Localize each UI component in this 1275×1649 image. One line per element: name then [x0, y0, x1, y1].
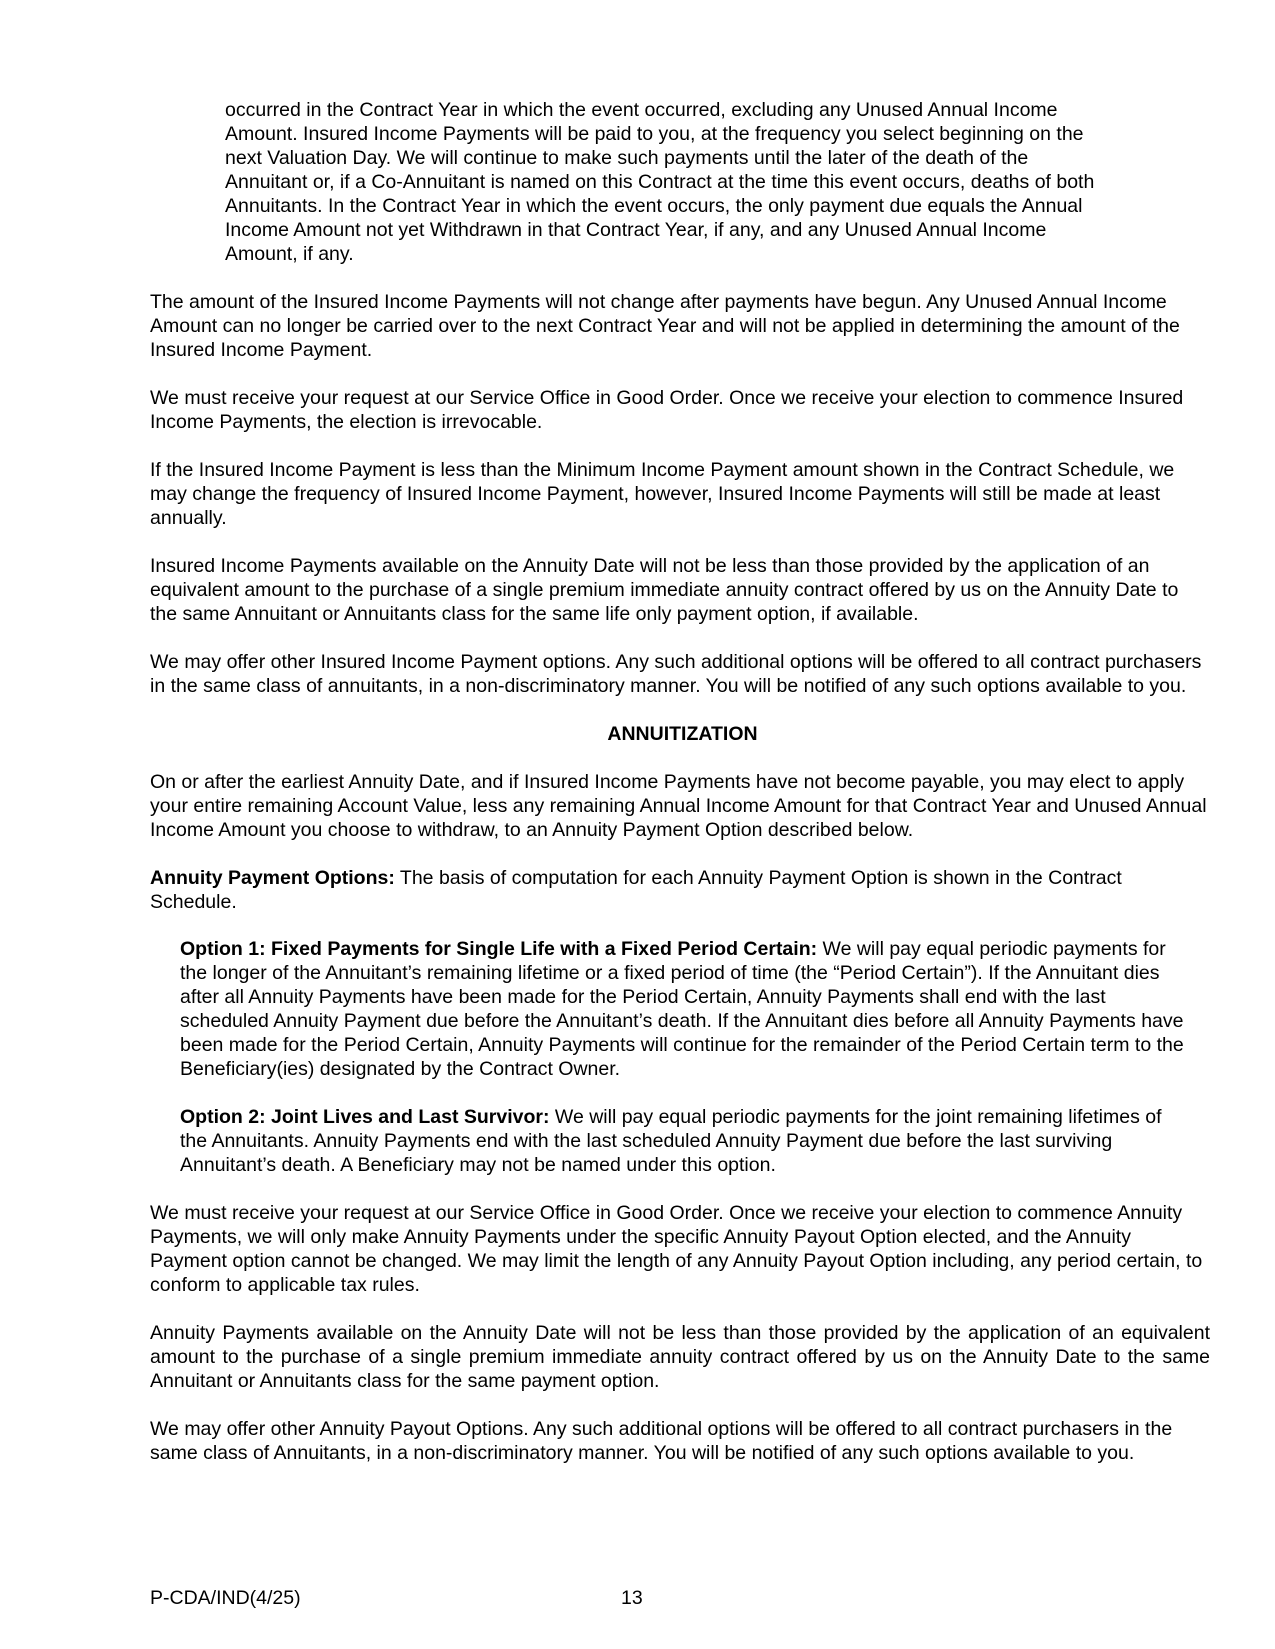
continuation-paragraph: occurred in the Contract Year in which the event occurred, excluding any Unused Annual Income Amount. Insured Income Payments will be paid to you, at the frequency you select beginning on the next Valuation Day. We will continue to make such payments until the later of the death of the Annuitant or, if a Co-Annuitant is named on this Contract at the time this event occurs, deaths of both Annuitants. In the Contract Year in which the event occurs, the only payment due equals the Annual Income Amount not yet Withdrawn in that Contract Year, if any, and any Unused Annual Income Amount, if any. [225, 99, 1095, 265]
option-1-label: Option 1: Fixed Payments for Single Life with a Fixed Period Certain: [180, 938, 818, 960]
paragraph-annuity-payment-options [150, 866, 1210, 914]
section-title-annuitization: ANNUITIZATION [607, 723, 758, 745]
option-1-paragraph [150, 937, 1210, 1081]
page-footer [150, 1586, 1210, 1610]
paragraph-annuity-request: We must receive your request at our Service Office in Good Order. Once we receive your election to commence Annuity Payments, we will only make Annuity Payments under the specific Annuity Payout Option elected, and the Annuity Payment option cannot be changed. We may limit the length of any Annuity Payout Option including, any period certain, to conform to applicable tax rules. [150, 1202, 1203, 1296]
paragraph-service-office-request: We must receive your request at our Service Office in Good Order. Once we receive your election to commence Insured Income Payments, the election is irrevocable. [150, 387, 1184, 433]
payment-options-label: Annuity Payment Options: [150, 867, 395, 889]
option-2-text: We will pay equal periodic payments for the joint remaining lifetimes of the Annuitants. Annuity Payments end with the last scheduled Annuity Payment due before the last surviving Annuitant’s death. A Beneficiary may not be named under this option. [180, 1106, 1162, 1176]
paragraph-other-payout-options: We may offer other Annuity Payout Options. Any such additional options will be offered to all contract purchasers in the same class of Annuitants, in a non-discriminatory manner. You will be notified of any such options available to you. [150, 1418, 1173, 1464]
paragraph-annuity-guarantee: Annuity Payments available on the Annuity Date will not be less than those provided by the application of an equivalent amount to the purchase of a single premium immediate annuity contract offered by us on the Annuity Date to the same Annuitant or Annuitants class for the same payment option. [150, 1322, 1210, 1392]
payment-options-text: The basis of computation for each Annuity Payment Option is shown in the Contract Schedule. [150, 867, 1122, 913]
option-2-label: Option 2: Joint Lives and Last Survivor: [180, 1106, 550, 1128]
paragraph-payment-amount: The amount of the Insured Income Payments will not change after payments have begun. Any Unused Annual Income Amount can no longer be carried over to the next Contract Year and will not be applied in determining the amount of the Insured Income Payment. [150, 291, 1180, 361]
form-code: P-CDA/IND(4/25) [150, 1587, 301, 1609]
page-number: 13 [621, 1587, 643, 1609]
paragraph-insured-income-guarantee: Insured Income Payments available on the Annuity Date will not be less than those provided by the application of an equivalent amount to the purchase of a single premium immediate annuity contract offered by us on the Annuity Date to the same Annuitant or Annuitants class for the same life only payment option, if available. [150, 555, 1179, 625]
option-2-paragraph [150, 1105, 1210, 1177]
paragraph-annuitization-intro: On or after the earliest Annuity Date, and if Insured Income Payments have not become payable, you may elect to apply your entire remaining Account Value, less any remaining Annual Income Amount for that Contract Year and Unused Annual Income Amount you choose to withdraw, to an Annuity Payment Option described below. [150, 771, 1207, 841]
option-1-text: We will pay equal periodic payments for the longer of the Annuitant’s remaining lifetime or a fixed period of time (the “Period Certain”). If the Annuitant dies after all Annuity Payments have been made for the Period Certain, Annuity Payments shall end with the last scheduled Annuity Payment due before the Annuitant’s death. If the Annuitant dies before all Annuity Payments have been made for the Period Certain, Annuity Payments will continue for the remainder of the Period Certain term to the Beneficiary(ies) designated by the Contract Owner. [180, 938, 1184, 1080]
page-body [150, 98, 1210, 1465]
paragraph-other-insured-options: We may offer other Insured Income Payment options. Any such additional options will be offered to all contract purchasers in the same class of annuitants, in a non-discriminatory manner. You will be notified of any such options available to you. [150, 651, 1202, 697]
paragraph-minimum-income: If the Insured Income Payment is less than the Minimum Income Payment amount shown in the Contract Schedule, we may change the frequency of Insured Income Payment, however, Insured Income Payments will still be made at least annually. [150, 459, 1175, 529]
